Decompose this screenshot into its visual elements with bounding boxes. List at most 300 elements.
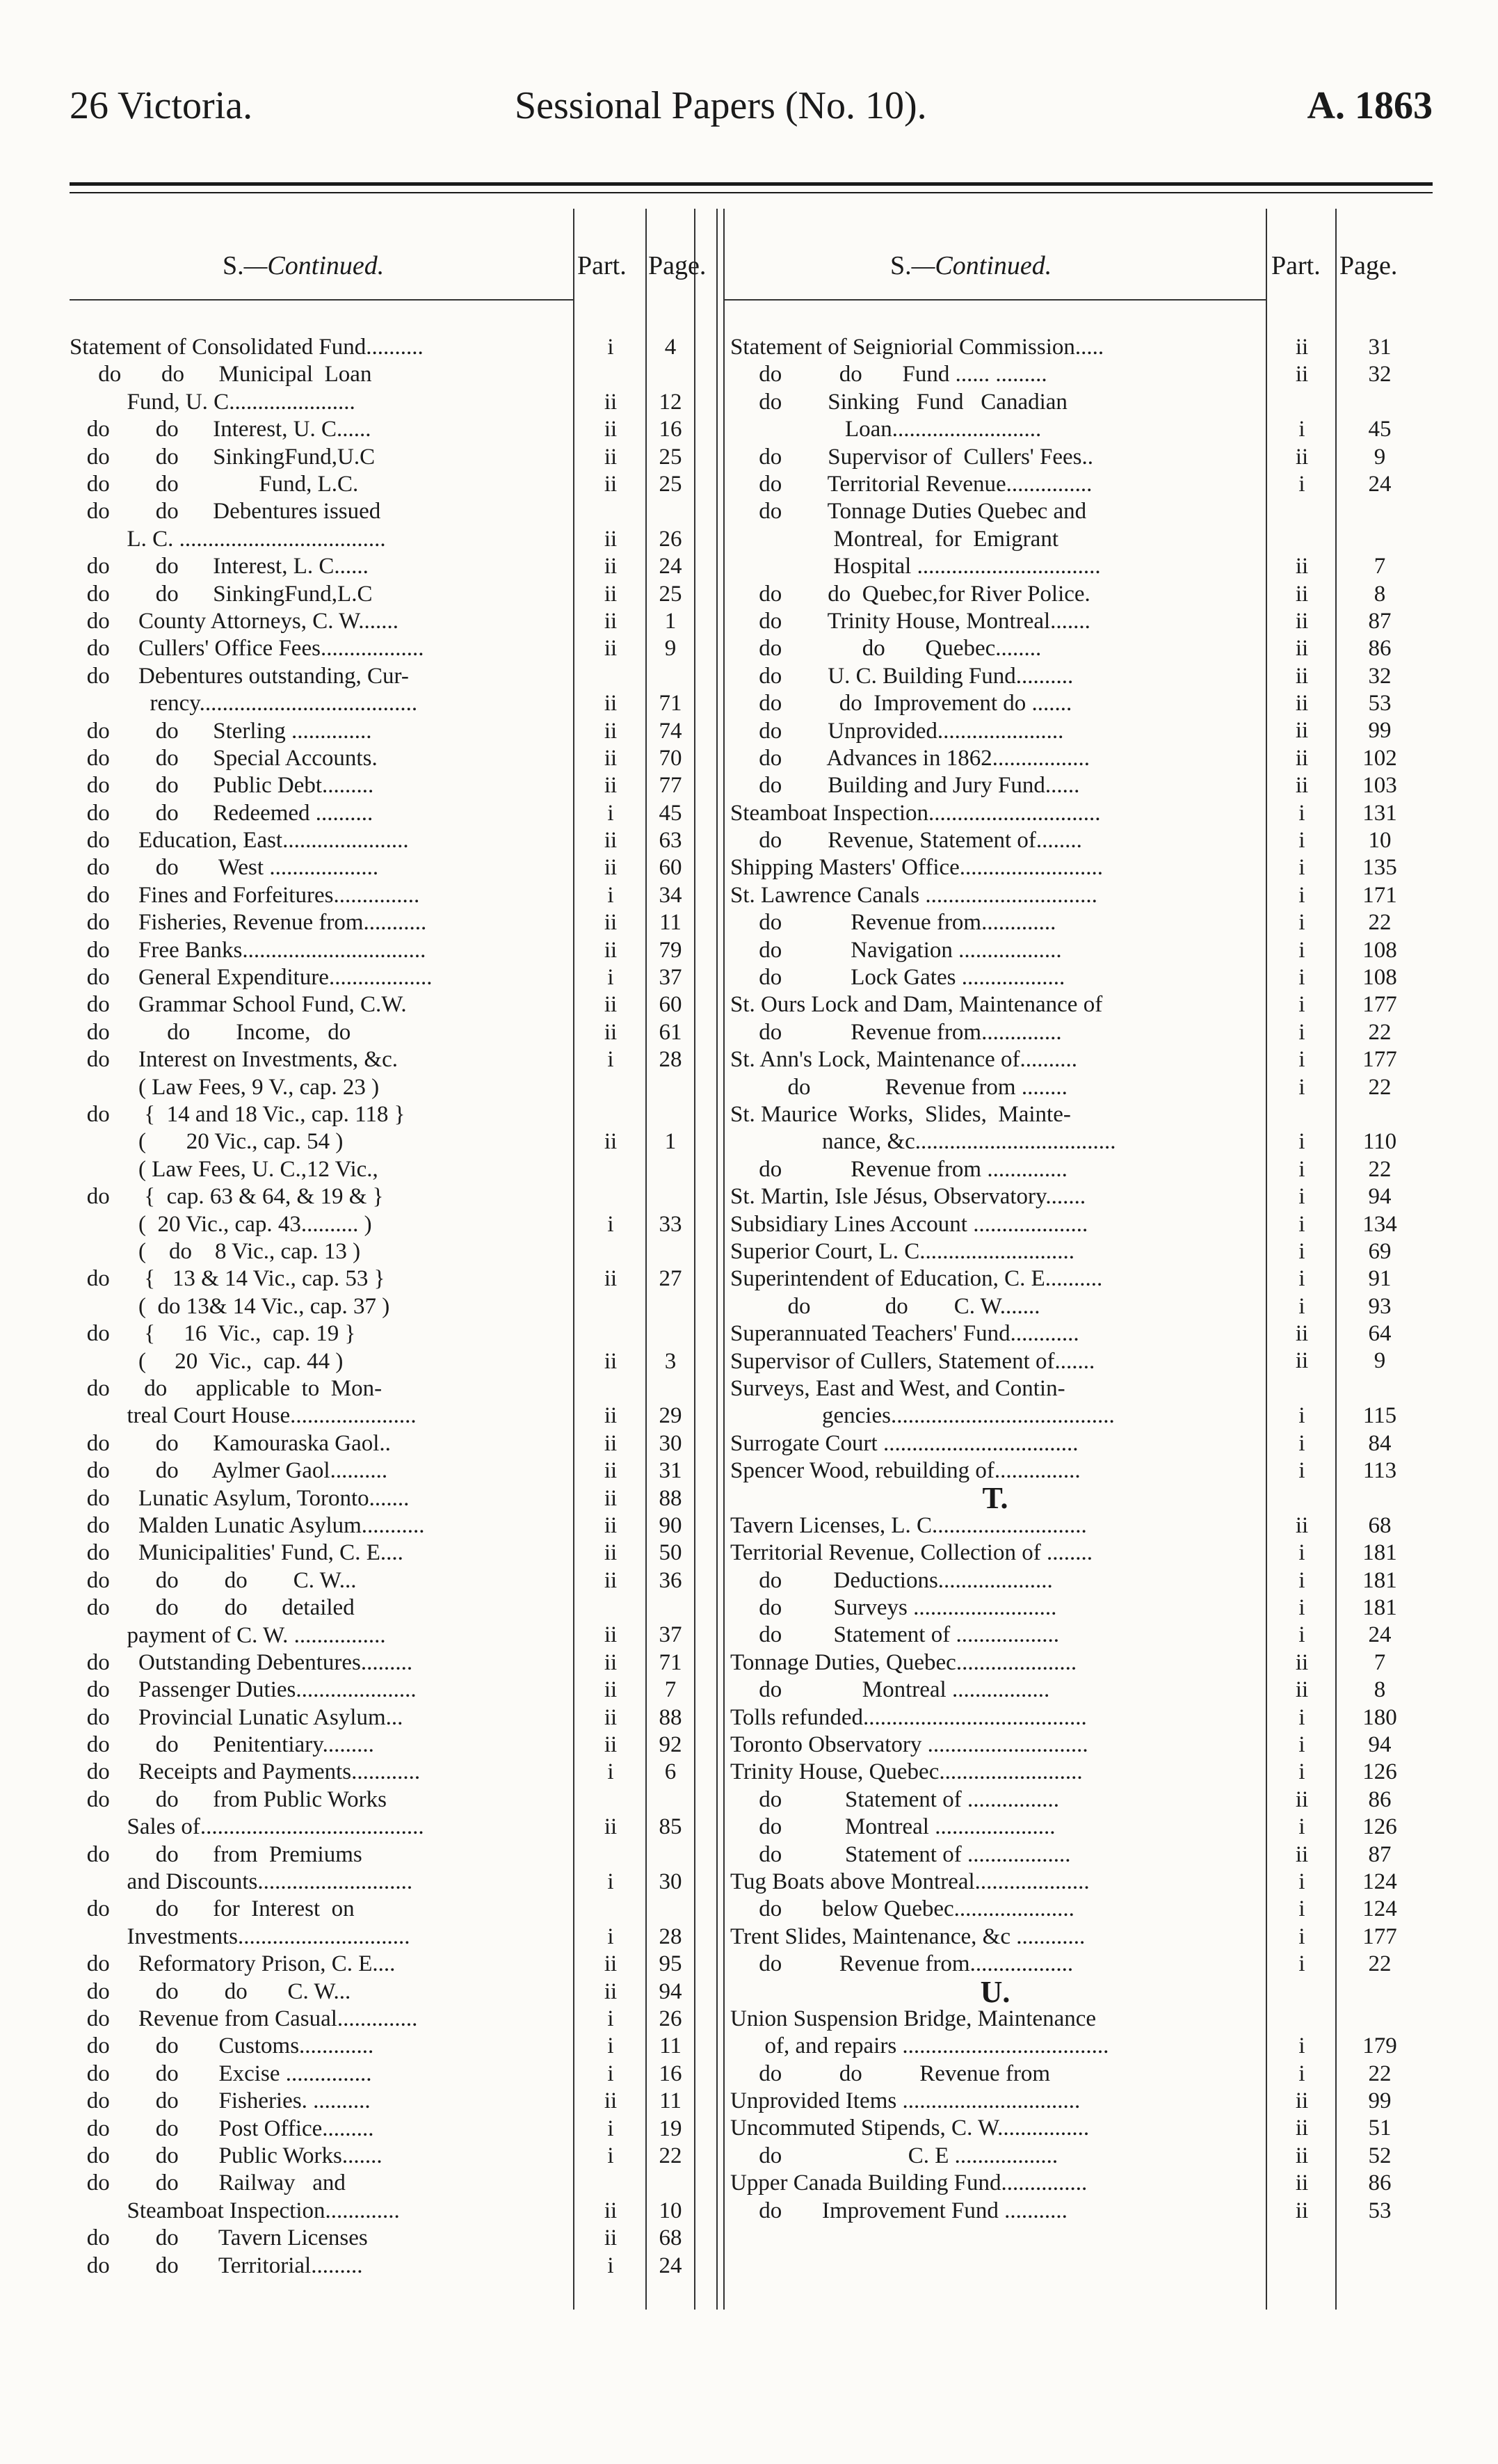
index-entry — [730, 1677, 1433, 1704]
entry-text: do do Fisheries. .......... — [70, 2088, 371, 2114]
index-entry — [70, 882, 695, 909]
entry-page: 180 — [1362, 1704, 1397, 1730]
index-entry — [730, 937, 1433, 964]
entry-page: 11 — [659, 2088, 682, 2114]
index-entry — [730, 1457, 1433, 1485]
column-divider — [723, 209, 725, 2310]
entry-page: 30 — [659, 1430, 682, 1456]
index-entry — [70, 1594, 695, 1649]
entry-text: do do Public Works....... — [70, 2143, 382, 2168]
entry-text: do do Excise ............... — [70, 2061, 372, 2086]
index-entry — [730, 1019, 1433, 1046]
index-entry — [730, 1211, 1433, 1238]
entry-page: 51 — [1368, 2115, 1392, 2141]
entry-text: do Statement of .................. — [730, 1622, 1059, 1648]
entry-text: do Revenue from.............. — [730, 1019, 1062, 1045]
entry-text: do do from Public Works Sales of....................................... — [86, 1786, 424, 1840]
index-entry — [70, 2033, 695, 2060]
entry-text: do do Debentures issued L. C. .................................... — [86, 499, 386, 552]
index-entry — [730, 745, 1433, 772]
entry-text: do do Income, do — [70, 1019, 351, 1045]
entry-part: i — [1298, 855, 1305, 881]
entry-part: ii — [604, 855, 618, 881]
entry-page: 86 — [1368, 1786, 1392, 1812]
index-entry — [70, 416, 695, 443]
entry-text: do Navigation .................. — [730, 937, 1062, 963]
index-entry — [730, 1265, 1433, 1293]
entry-text: do Territorial Revenue............... — [730, 471, 1093, 497]
index-entry — [730, 2006, 1433, 2061]
index-entry — [730, 1046, 1433, 1073]
index-entry — [70, 1457, 695, 1485]
index-entry — [730, 498, 1433, 580]
entry-page: 9 — [1374, 444, 1386, 470]
entry-text: St. Martin, Isle Jésus, Observatory....... — [730, 1184, 1086, 1210]
index-entry — [730, 2115, 1433, 2142]
entry-text: Tavern Licenses, L. C........................... — [730, 1512, 1087, 1538]
entry-page: 7 — [664, 1677, 677, 1703]
year-label: A. 1863 — [1307, 84, 1433, 127]
entry-part: ii — [1295, 636, 1309, 662]
entry-part: ii — [1295, 2088, 1309, 2114]
entry-part: i — [1298, 828, 1305, 854]
entry-page: 92 — [659, 1732, 682, 1758]
entry-page: 86 — [1368, 636, 1392, 662]
entry-page: 110 — [1362, 1129, 1397, 1155]
entry-part: i — [1298, 1238, 1305, 1264]
index-entry — [70, 553, 695, 580]
entry-text: do Municipalities' Fund, C. E.... — [70, 1540, 403, 1566]
entry-page: 9 — [664, 636, 677, 662]
entry-part: ii — [1295, 2170, 1309, 2196]
entry-text: do Sinking Fund Canadian Loan.......................... — [759, 389, 1068, 442]
section-heading: S.—Continued. — [223, 251, 385, 280]
index-entry — [70, 1375, 695, 1430]
entry-text: do Advances in 1862................. — [730, 745, 1090, 771]
entry-text: do do West ................... — [70, 855, 379, 881]
entry-part: i — [607, 334, 614, 360]
entry-page: 84 — [1368, 1430, 1392, 1456]
index-entry — [730, 2198, 1433, 2225]
entry-page: 29 — [659, 1403, 682, 1429]
index-entry — [730, 909, 1433, 936]
entry-part: ii — [604, 389, 618, 415]
entry-page: 25 — [659, 444, 682, 470]
entry-page: 37 — [659, 1622, 682, 1648]
index-entry — [730, 1074, 1433, 1101]
index-entry — [70, 1019, 695, 1046]
entry-page: 64 — [1368, 1321, 1392, 1347]
header-rule-thick — [70, 182, 1433, 186]
entry-page: 113 — [1362, 1458, 1397, 1484]
entry-page: 53 — [1368, 2198, 1392, 2223]
entry-text: ( Law Fees, 9 V., cap. 23 ) do { 14 and 18 Vic., cap. 118 } ( 20 Vic., cap. 54 ) — [86, 1074, 405, 1155]
entry-text: do Statement of .................. — [730, 1841, 1071, 1867]
entry-part: i — [1298, 1622, 1305, 1648]
entry-part: i — [607, 2143, 614, 2168]
index-entry — [730, 1101, 1433, 1156]
index-entry — [730, 334, 1433, 361]
entry-part: ii — [604, 910, 618, 936]
index-entry — [730, 1869, 1433, 1896]
volume-label: 26 Victoria. — [70, 84, 253, 127]
entry-text: do Tonnage Duties Quebec and Montreal, for Emigrant Hospital ................................ — [759, 499, 1101, 579]
entry-part: ii — [604, 608, 618, 634]
entry-text: ( do 8 Vic., cap. 13 ) do { 13 & 14 Vic., cap. 53 } — [86, 1238, 385, 1292]
entry-page: 22 — [1368, 910, 1392, 936]
entry-part: i — [1298, 1759, 1305, 1785]
entry-part: ii — [1295, 1677, 1309, 1703]
entry-page: 4 — [664, 334, 677, 360]
index-entry — [730, 854, 1433, 881]
index-entry — [730, 690, 1433, 717]
entry-part: ii — [604, 1951, 618, 1977]
entry-page: 99 — [1368, 2088, 1392, 2114]
index-entry — [730, 361, 1433, 388]
index-entry — [730, 389, 1433, 444]
entry-part: ii — [604, 992, 618, 1018]
index-entry — [70, 334, 695, 361]
entry-page: 61 — [659, 1019, 682, 1045]
entry-page: 85 — [659, 1814, 682, 1840]
entry-text: do do Tavern Licenses — [70, 2225, 368, 2251]
index-entry — [730, 772, 1433, 799]
entry-part: i — [607, 2115, 614, 2141]
entry-text: do do Municipal Loan Fund, U. C...................... — [98, 362, 372, 415]
entry-text: Steamboat Inspection.............................. — [730, 800, 1101, 826]
entry-text: do do do C. W... — [70, 1978, 351, 2004]
entry-part: ii — [1295, 1786, 1309, 1812]
entry-text: do Surveys ......................... — [730, 1595, 1057, 1621]
entry-page: 99 — [1368, 718, 1392, 744]
index-entry — [70, 2170, 695, 2225]
index-entry — [70, 1074, 695, 1156]
entry-part: ii — [604, 691, 618, 717]
entry-part: ii — [604, 745, 618, 771]
index-entry — [730, 2088, 1433, 2115]
entry-text: do do Penitentiary......... — [70, 1732, 374, 1758]
entry-page: 135 — [1362, 855, 1397, 881]
entry-text: do do applicable to Mon- treal Court House...................... — [86, 1375, 417, 1429]
entry-page: 24 — [659, 554, 682, 579]
entry-part: ii — [604, 1019, 618, 1045]
entry-page: 34 — [659, 882, 682, 908]
entry-page: 124 — [1362, 1869, 1397, 1894]
index-entry — [730, 1156, 1433, 1183]
entry-part: ii — [604, 1512, 618, 1538]
entry-text: do do Territorial......... — [70, 2253, 363, 2278]
entry-page: 11 — [659, 2033, 682, 2059]
entry-part: i — [1298, 417, 1305, 442]
index-entry — [730, 1238, 1433, 1265]
page-header-label: Page. — [648, 251, 707, 280]
entry-part: ii — [1295, 663, 1309, 689]
entry-page: 16 — [659, 2061, 682, 2086]
entry-text: do do Fund ...... ......... — [730, 362, 1047, 387]
entry-text: do do Post Office......... — [70, 2115, 374, 2141]
entry-text: do Unprovided...................... — [730, 718, 1064, 744]
section-heading: S.—Continued. — [890, 251, 1052, 280]
index-entry — [730, 1539, 1433, 1567]
entry-text: U. — [980, 1978, 1010, 2006]
index-entry — [70, 361, 695, 416]
entry-page: 95 — [659, 1951, 682, 1977]
entry-part: i — [607, 882, 614, 908]
entry-text: do do Kamouraska Gaol.. — [70, 1430, 391, 1456]
entry-page: 31 — [1368, 334, 1392, 360]
index-entry — [730, 1375, 1433, 1430]
entry-page: 70 — [659, 745, 682, 771]
entry-text: do Montreal ................. — [730, 1677, 1050, 1703]
entry-part: i — [607, 2006, 614, 2031]
entry-text: do Montreal ..................... — [730, 1814, 1056, 1840]
entry-part: ii — [604, 636, 618, 662]
entry-page: 24 — [1368, 471, 1392, 497]
entry-page: 69 — [1368, 1238, 1392, 1264]
entry-text: do Lock Gates .................. — [730, 965, 1065, 991]
entry-text: Subsidiary Lines Account .................... — [730, 1211, 1088, 1237]
entry-text: do Fisheries, Revenue from........... — [70, 910, 427, 936]
index-entry — [730, 964, 1433, 991]
entry-page: 10 — [659, 2198, 682, 2223]
index-entry — [70, 635, 695, 662]
index-entry — [730, 991, 1433, 1018]
entry-part: ii — [604, 1403, 618, 1429]
entry-text: do Revenue from............. — [730, 910, 1056, 936]
entry-part: i — [1298, 1540, 1305, 1566]
entry-page: 6 — [664, 1759, 677, 1785]
index-entry — [70, 1485, 695, 1512]
entry-part: ii — [1295, 581, 1309, 607]
index-entry — [730, 1348, 1433, 1375]
entry-page: 45 — [1368, 417, 1392, 442]
index-entry — [70, 1293, 695, 1375]
entry-text: do do for Interest on Investments.............................. — [86, 1896, 410, 1949]
index-column-right — [716, 209, 1433, 2310]
entry-page: 30 — [659, 1869, 682, 1895]
entry-page: 53 — [1368, 691, 1392, 717]
entry-page: 19 — [659, 2115, 682, 2141]
entry-page: 32 — [1368, 362, 1392, 387]
index-entry — [70, 1649, 695, 1677]
entry-text: do do Interest, L. C...... — [70, 554, 369, 579]
entry-part: i — [607, 965, 614, 991]
entry-page: 108 — [1362, 965, 1397, 990]
entry-page: 27 — [659, 1266, 682, 1292]
index-entry — [730, 1951, 1433, 1978]
entry-text: Surveys, East and West, and Contin- gencies....................................... — [730, 1375, 1115, 1429]
entry-part: i — [1298, 1074, 1305, 1100]
index-entry — [70, 991, 695, 1018]
entry-part: ii — [604, 1567, 618, 1593]
entry-part: i — [607, 1211, 614, 1237]
entry-part: i — [1298, 1951, 1305, 1977]
entry-part: ii — [604, 471, 618, 497]
entry-part: i — [1298, 882, 1305, 908]
entry-part: ii — [604, 1732, 618, 1758]
index-entry — [70, 498, 695, 553]
entry-text: do C. E .................. — [730, 2143, 1058, 2168]
entry-text: do do C. W....... — [730, 1293, 1040, 1319]
index-entry — [70, 827, 695, 854]
index-entry — [70, 1539, 695, 1567]
entry-page: 115 — [1362, 1403, 1397, 1429]
entry-part: i — [1298, 1567, 1305, 1593]
entry-page: 102 — [1362, 745, 1397, 771]
entry-text: do do from Premiums and Discounts........................... — [86, 1841, 413, 1895]
entry-page: 171 — [1362, 882, 1397, 908]
entry-page: 60 — [659, 992, 682, 1018]
entry-part: ii — [1295, 608, 1309, 634]
index-entry — [730, 1183, 1433, 1210]
index-column-left — [70, 209, 707, 2310]
entry-text: do Supervisor of Cullers' Fees.. — [730, 444, 1093, 470]
entry-part: ii — [604, 1978, 618, 2004]
entry-part: ii — [1295, 1649, 1309, 1675]
index-entry — [730, 608, 1433, 635]
entry-part: i — [1298, 1731, 1305, 1757]
entry-text: Statement of Consolidated Fund.......... — [70, 335, 424, 360]
entry-page: 134 — [1362, 1211, 1397, 1237]
entry-text: St. Maurice Works, Slides, Mainte- nance, &c................................... — [730, 1101, 1116, 1155]
index-entry — [70, 2143, 695, 2170]
entry-page: 50 — [659, 1540, 682, 1566]
entry-part: i — [1298, 1896, 1305, 1922]
entry-part: i — [1298, 2061, 1305, 2086]
entry-part: i — [1298, 1814, 1305, 1840]
entry-page: 60 — [659, 855, 682, 881]
entry-part: i — [1298, 1869, 1305, 1894]
entry-text: Territorial Revenue, Collection of ........ — [730, 1540, 1093, 1566]
entry-part: ii — [604, 2225, 618, 2251]
entry-part: i — [1298, 1129, 1305, 1155]
entry-part: i — [1298, 800, 1305, 826]
entry-text: do do Special Accounts. — [70, 745, 378, 771]
index-entry — [70, 608, 695, 635]
entry-part: ii — [604, 1129, 618, 1155]
entry-part: ii — [604, 554, 618, 579]
entry-page: 25 — [659, 581, 682, 607]
entry-part: i — [1298, 1595, 1305, 1621]
entry-text: do Lunatic Asylum, Toronto....... — [70, 1485, 410, 1511]
entry-part: ii — [604, 1266, 618, 1292]
index-entry — [70, 1567, 695, 1594]
entry-text: do do SinkingFund,L.C — [70, 581, 373, 607]
index-entry — [730, 1594, 1433, 1622]
index-entry — [730, 718, 1433, 745]
entry-page: 22 — [1368, 1019, 1392, 1045]
entry-text: ( Law Fees, U. C.,12 Vic., do { cap. 63 & 64, & 19 & } ( 20 Vic., cap. 43.......... ) — [86, 1156, 384, 1237]
entry-page: 93 — [1368, 1293, 1392, 1319]
index-entry — [730, 2061, 1433, 2088]
index-entry — [70, 2088, 695, 2115]
entry-part: ii — [604, 1814, 618, 1840]
entry-text: do Revenue from.................. — [730, 1951, 1074, 1977]
part-header: Part. — [1271, 251, 1321, 280]
entry-text: ( do 13& 14 Vic., cap. 37 ) do { 16 Vic., cap. 19 } ( 20 Vic., cap. 44 ) — [86, 1293, 390, 1374]
page-header-label: Page. — [1339, 251, 1398, 280]
entry-text: St. Lawrence Canals .............................. — [730, 882, 1097, 908]
entry-page: 177 — [1362, 992, 1397, 1018]
index-entry — [70, 1786, 695, 1841]
index-rows-right — [730, 334, 1433, 2225]
index-entry — [730, 1786, 1433, 1814]
section-letter — [730, 1485, 1433, 1512]
entry-part: i — [607, 1923, 614, 1949]
entry-page: 126 — [1362, 1814, 1397, 1840]
entry-part: ii — [604, 1485, 618, 1511]
entry-part: ii — [1295, 554, 1309, 579]
entry-part: ii — [604, 1677, 618, 1703]
entry-page: 77 — [659, 773, 682, 799]
entry-text: do Deductions.................... — [730, 1567, 1053, 1593]
entry-text: do Interest on Investments, &c. — [70, 1047, 398, 1073]
index-entry — [730, 2170, 1433, 2197]
index-entry — [730, 1896, 1433, 1923]
entry-text: do below Quebec..................... — [730, 1896, 1074, 1922]
entry-page: 16 — [659, 417, 682, 442]
entry-part: ii — [604, 417, 618, 442]
entry-text: do County Attorneys, C. W....... — [70, 608, 399, 634]
entry-text: do Reformatory Prison, C. E.... — [70, 1951, 396, 1977]
entry-page: 86 — [1368, 2170, 1392, 2196]
entry-part: i — [1298, 992, 1305, 1018]
index-entry — [70, 1677, 695, 1704]
index-entry — [70, 772, 695, 799]
index-entry — [70, 2225, 695, 2252]
entry-part: ii — [1295, 2115, 1309, 2141]
entry-part: ii — [604, 773, 618, 799]
entry-text: Superior Court, L. C........................... — [730, 1238, 1074, 1264]
entry-text: do Fines and Forfeitures............... — [70, 882, 420, 908]
entry-part: ii — [604, 1458, 618, 1484]
entry-part: ii — [1295, 2143, 1309, 2168]
index-entry — [730, 882, 1433, 909]
entry-page: 1 — [664, 608, 677, 634]
entry-part: i — [1298, 1211, 1305, 1237]
entry-part: ii — [1295, 1841, 1309, 1867]
index-entry — [70, 1512, 695, 1539]
index-entry — [70, 1896, 695, 1951]
entry-part: i — [1298, 1156, 1305, 1182]
entry-text: do Revenue from ........ — [730, 1074, 1068, 1100]
entry-page: 22 — [1368, 2061, 1392, 2086]
entry-page: 26 — [659, 526, 682, 552]
entry-text: Trinity House, Quebec......................... — [730, 1759, 1083, 1785]
index-entry — [70, 1046, 695, 1073]
index-entry — [70, 1238, 695, 1293]
entry-part: ii — [604, 444, 618, 470]
index-entry — [730, 471, 1433, 498]
index-entry — [730, 827, 1433, 854]
entry-text: do Education, East...................... — [70, 828, 409, 854]
index-rows-left — [70, 334, 695, 2280]
entry-part: i — [1298, 910, 1305, 936]
index-entry — [730, 1923, 1433, 1951]
entry-part: ii — [1295, 1348, 1309, 1374]
entry-part: ii — [1295, 773, 1309, 799]
entry-text: do do Sterling .............. — [70, 718, 372, 744]
index-entry — [70, 663, 695, 718]
entry-text: do Outstanding Debentures......... — [70, 1649, 413, 1675]
entry-part: i — [1298, 1704, 1305, 1730]
header-rule-thin — [70, 192, 1433, 193]
entry-text: Superintendent of Education, C. E.......... — [730, 1266, 1103, 1292]
index-entry — [70, 2061, 695, 2088]
entry-page: 94 — [1368, 1731, 1392, 1757]
entry-page: 88 — [659, 1485, 682, 1511]
entry-text: do do do detailed payment of C. W. ................ — [86, 1595, 386, 1648]
